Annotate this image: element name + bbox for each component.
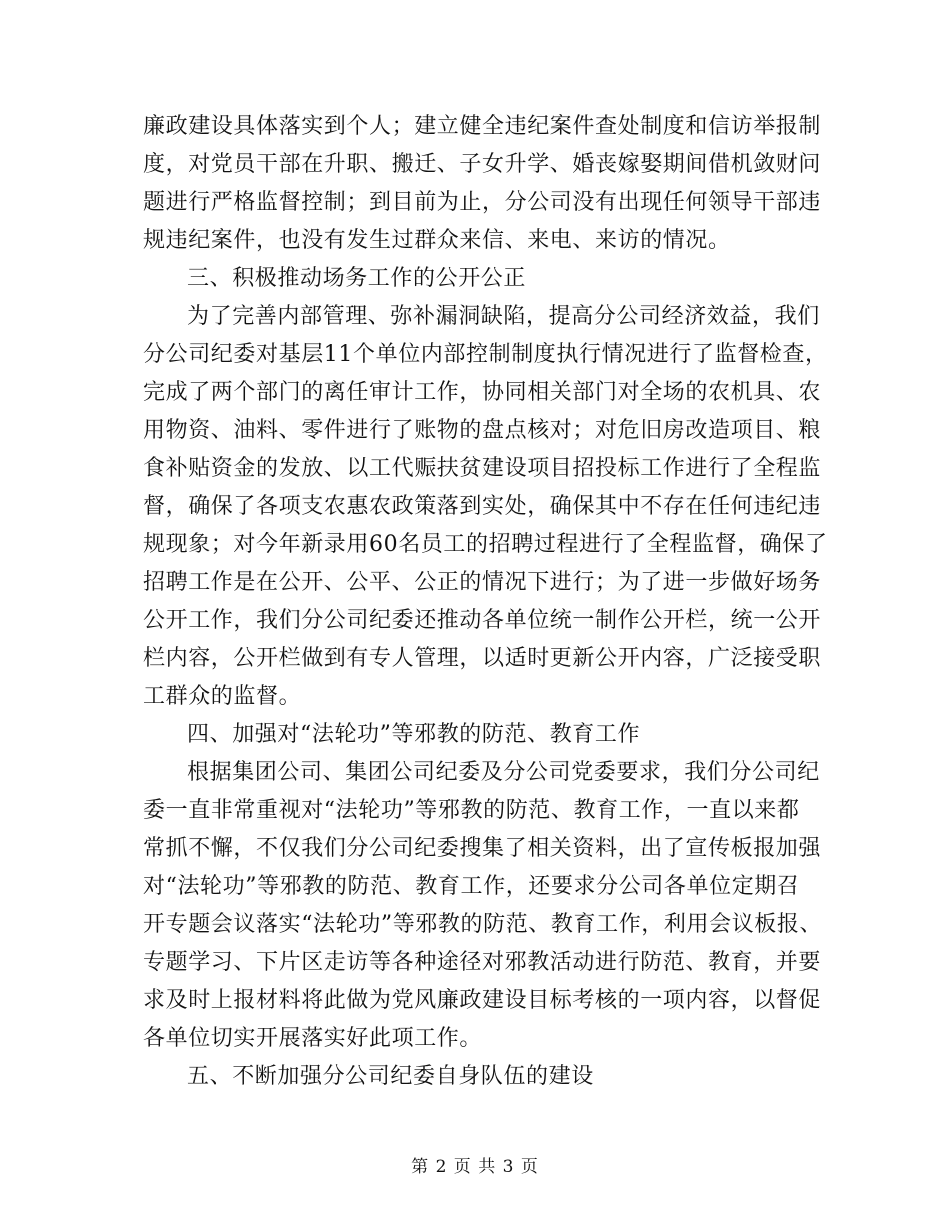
body-line: 开专题会议落实“法轮功”等邪教的防范、教育工作，利用会议板报、 bbox=[143, 912, 823, 937]
body-line: 分公司纪委对基层11个单位内部控制制度执行情况进行了监督检查， bbox=[143, 342, 828, 367]
body-line: 督，确保了各项支农惠农政策落到实处，确保其中不存在任何违纪违 bbox=[143, 494, 822, 519]
body-line: 根据集团公司、集团公司纪委及分公司党委要求，我们分公司纪 bbox=[187, 760, 820, 785]
body-line: 对“法轮功”等邪教的防范、教育工作，还要求分公司各单位定期召 bbox=[143, 874, 800, 899]
body-line: 规现象；对今年新录用60名员工的招聘过程进行了全程监督，确保了 bbox=[143, 532, 828, 557]
page-number: 第 2 页 共 3 页 bbox=[411, 1157, 539, 1177]
body-line: 规违纪案件，也没有发生过群众来信、来电、来访的情况。 bbox=[143, 228, 731, 253]
section-heading: 五、不断加强分公司纪委自身队伍的建设 bbox=[187, 1064, 594, 1089]
section-heading: 三、积极推动场务工作的公开公正 bbox=[187, 266, 527, 291]
body-line: 食补贴资金的发放、以工代赈扶贫建设项目招投标工作进行了全程监 bbox=[143, 456, 822, 481]
body-line: 专题学习、下片区走访等各种途径对邪教活动进行防范、教育，并要 bbox=[143, 950, 822, 975]
body-line: 常抓不懈，不仅我们分公司纪委搜集了相关资料，出了宣传板报加强 bbox=[143, 836, 822, 861]
body-line: 栏内容，公开栏做到有专人管理，以适时更新公开内容，广泛接受职 bbox=[143, 646, 822, 671]
document-body bbox=[143, 108, 828, 1096]
section-heading: 四、加强对“法轮功”等邪教的防范、教育工作 bbox=[187, 722, 641, 747]
page-footer bbox=[0, 1152, 950, 1177]
body-line: 用物资、油料、零件进行了账物的盘点核对；对危旧房改造项目、粮 bbox=[143, 418, 822, 443]
body-line: 廉政建设具体落实到个人；建立健全违纪案件查处制度和信访举报制 bbox=[143, 114, 822, 139]
body-line: 题进行严格监督控制；到目前为止，分公司没有出现任何领导干部违 bbox=[143, 190, 822, 215]
body-line: 工群众的监督。 bbox=[143, 684, 302, 709]
body-line: 各单位切实开展落实好此项工作。 bbox=[143, 1026, 483, 1051]
body-line: 完成了两个部门的离任审计工作，协同相关部门对全场的农机具、农 bbox=[143, 380, 822, 405]
body-line: 为了完善内部管理、弥补漏洞缺陷，提高分公司经济效益，我们 bbox=[187, 304, 820, 329]
body-line: 度，对党员干部在升职、搬迁、子女升学、婚丧嫁娶期间借机敛财问 bbox=[143, 152, 822, 177]
body-line: 公开工作，我们分公司纪委还推动各单位统一制作公开栏，统一公开 bbox=[143, 608, 822, 633]
body-line: 委一直非常重视对“法轮功”等邪教的防范、教育工作，一直以来都 bbox=[143, 798, 800, 823]
body-line: 招聘工作是在公开、公平、公正的情况下进行；为了进一步做好场务 bbox=[143, 570, 822, 595]
body-line: 求及时上报材料将此做为党风廉政建设目标考核的一项内容，以督促 bbox=[143, 988, 822, 1013]
